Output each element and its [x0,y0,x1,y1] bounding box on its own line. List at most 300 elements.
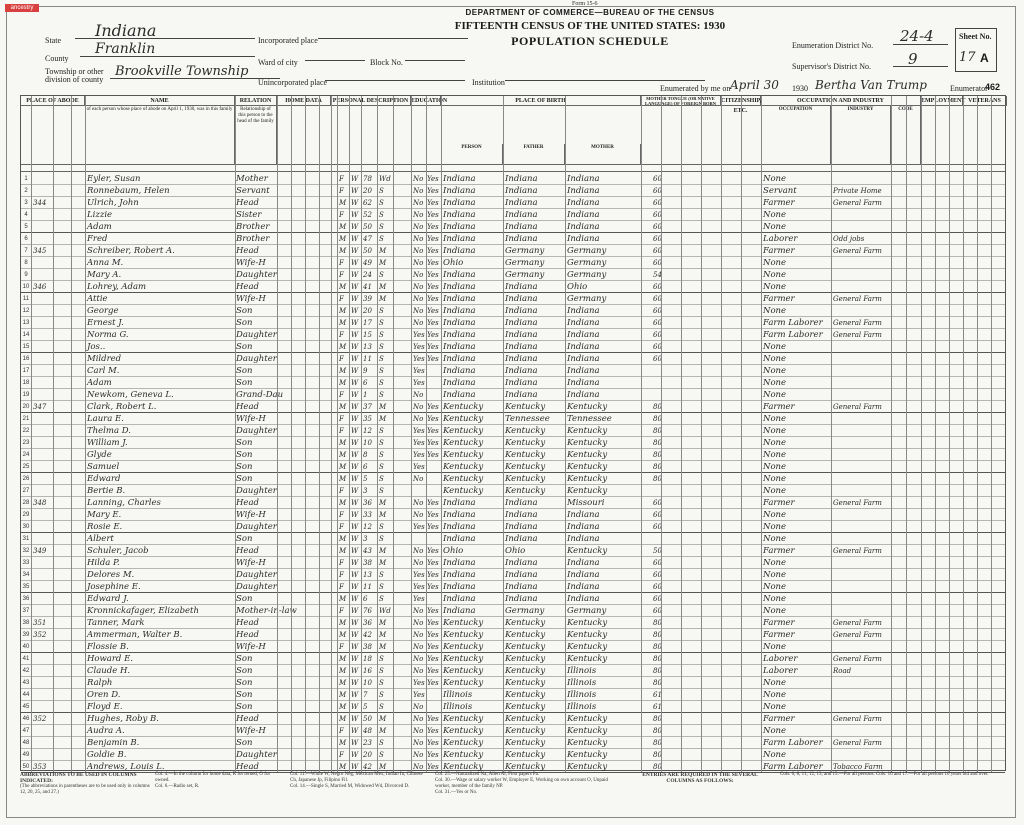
cell-rel: Head [236,630,259,640]
cell-name: Ulrich, John [87,198,139,208]
cell-pob: Kentucky [443,714,484,724]
cell-ab: Yes [413,379,425,387]
cell-rd: Yes [427,583,439,591]
cell-ind [833,425,891,437]
cell-rel: Head [236,246,259,256]
cell-ab: Yes [413,427,425,435]
cell-pob: Kentucky [443,654,484,664]
cell-ms: M [379,499,387,507]
cell-occ: None [763,174,787,184]
cell-ind: Road [833,667,852,675]
cell-name: Laura E. [87,414,124,424]
cell-age: 17 [363,319,372,327]
cell-age: 52 [363,211,372,219]
table-row [21,425,1005,437]
cell-lang: 80 [653,739,662,747]
cell-pob: Kentucky [443,726,484,736]
cell-ms: M [379,727,387,735]
cell-lang: 60 [653,571,662,579]
cell-pob: Indiana [443,330,476,340]
grid-line [891,96,892,772]
cell-name: Ronnebaum, Helen [87,186,170,196]
cell-occ: None [763,510,787,520]
cell-ind [833,389,891,401]
cell-race: W [351,451,359,459]
cell-name: Bertie B. [87,486,126,496]
cell-rel: Son [236,306,253,316]
cell-rel: Son [236,450,253,460]
cell-dw [33,557,53,569]
cell-fpob: Kentucky [505,642,546,652]
county-label: County [45,54,69,63]
cell-sex: M [339,247,347,255]
cell-fam [53,293,71,305]
cell-ms: S [379,679,384,687]
cell-ms: S [379,331,384,339]
cell-ms: S [379,667,384,675]
cell-occ: Farm Laborer [763,318,823,328]
cell-ab: No [413,727,424,735]
cell-rel: Son [236,654,253,664]
cell-occ: Servant [763,186,797,196]
col11-note: Col. 11.—White W, Negro Neg, Mexican Mex, Indian In, Chinese Ch, Japanese Jp, Filipino Fil. [290,772,423,783]
cell-ind [833,593,891,605]
cell-dw [33,473,53,485]
cell-name: Albert [87,534,114,544]
cell-sex: M [339,667,347,675]
table-row [21,329,1005,341]
cell-race: W [351,679,359,687]
cell-fpob: Indiana [505,558,538,568]
colhead-birth-father: FATHER [503,144,565,164]
cell-fam [53,509,71,521]
cell-name: William J. [87,438,128,448]
cell-ind [833,473,891,485]
cell-fam [53,233,71,245]
cell-age: 5 [363,703,368,711]
cell-lang: 60 [653,307,662,315]
cell-fam [53,377,71,389]
cell-ind [833,521,891,533]
cell-dw [33,725,53,737]
cell-n: 22 [22,428,30,434]
cell-pob: Kentucky [443,642,484,652]
grid-line [291,96,292,772]
cell-sex: F [339,511,344,519]
cell-n: 46 [22,716,30,722]
table-row [21,713,1005,725]
cell-mpob: Kentucky [567,462,608,472]
cell-pob: Illinois [443,702,473,712]
table-row [21,557,1005,569]
table-row [21,581,1005,593]
cell-fpob: Kentucky [505,762,546,772]
cell-fam [53,521,71,533]
cell-dw [33,701,53,713]
cell-dw [33,365,53,377]
cell-name: Mildred [87,354,122,364]
cell-fpob: Indiana [505,534,538,544]
col31-note: Col. 31.—Yes or No. [435,790,478,795]
cell-occ: Farmer [763,246,795,256]
footer-abbreviations [20,772,150,817]
cell-ab: No [413,643,424,651]
cell-ind: General Farm [833,295,882,303]
cell-ab: Yes [413,679,425,687]
cell-race: W [351,499,359,507]
col6-note: Col. 6.—Radio set, R. [155,784,200,789]
cell-ind [833,341,891,353]
cell-ms: M [379,247,387,255]
cell-occ: None [763,702,787,712]
table-row [21,545,1005,557]
cell-occ: Farmer [763,294,795,304]
cell-fpob: Indiana [505,318,538,328]
cell-ind [833,509,891,521]
cell-fam [53,353,71,365]
cell-name: Claude H. [87,666,131,676]
cell-name: Adam [87,222,112,232]
cell-rd: Yes [427,559,439,567]
cell-occ: None [763,426,787,436]
table-row [21,653,1005,665]
cell-rd: Yes [427,523,439,531]
cell-pob: Kentucky [443,666,484,676]
cell-ind [833,557,891,569]
cell-occ: None [763,690,787,700]
cell-rel: Wife-H [236,414,266,424]
cell-ab: No [413,499,424,507]
cell-ind [833,569,891,581]
block-line [405,46,465,61]
table-row [21,377,1005,389]
table-row [21,665,1005,677]
cell-n: 8 [24,260,28,266]
table-row [21,689,1005,701]
cell-sex: M [339,343,347,351]
cell-dw [33,665,53,677]
cell-rd: Yes [427,607,439,615]
cell-n: 16 [22,356,30,362]
cell-n: 24 [22,452,30,458]
cell-dw [33,737,53,749]
cell-race: W [351,559,359,567]
cell-mpob: Kentucky [567,630,608,640]
cell-age: 33 [363,511,372,519]
cell-sex: M [339,403,347,411]
cell-mpob: Ohio [567,282,588,292]
cell-ind: General Farm [833,619,882,627]
cell-sex: M [339,631,347,639]
state-label: State [45,36,61,45]
county-value: Franklin [95,41,156,57]
cell-fam [53,341,71,353]
cell-n: 30 [22,524,30,530]
cell-dw [33,449,53,461]
table-row [21,317,1005,329]
grid-line [319,96,320,772]
cell-name: Benjamin B. [87,738,140,748]
cell-rel: Brother [236,234,270,244]
cell-lang: 60 [653,259,662,267]
table-row [21,461,1005,473]
cell-ms: S [379,319,384,327]
cell-dw [33,605,53,617]
cell-pob: Indiana [443,342,476,352]
cell-occ: None [763,726,787,736]
cell-n: 14 [22,332,30,338]
cell-fpob: Indiana [505,570,538,580]
grid-line [331,96,332,772]
cell-ab: Yes [413,331,425,339]
cell-race: W [351,607,359,615]
table-row [21,449,1005,461]
cell-race: W [351,199,359,207]
cell-ab: Yes [413,691,425,699]
grid-line [337,96,338,772]
cell-ind [833,533,891,545]
cell-race: W [351,319,359,327]
cell-dw [33,461,53,473]
cell-age: 48 [363,727,372,735]
cell-fam [53,689,71,701]
cell-sex: F [339,391,344,399]
cell-race: W [351,763,359,771]
cell-ms: S [379,655,384,663]
cell-dw: 345 [33,247,47,255]
cell-rel: Daughter [236,330,277,340]
cell-occ: Farm Laborer [763,738,823,748]
group-occupation: OCCUPATION AND INDUSTRY [761,96,921,106]
cell-mpob: Illinois [567,666,597,676]
cell-ms: M [379,559,387,567]
cell-occ: Laborer [763,666,798,676]
cell-rel: Daughter [236,570,277,580]
cell-lang: 80 [653,475,662,483]
cell-sex: M [339,679,347,687]
cell-ab: No [413,247,424,255]
cell-mpob: Indiana [567,366,600,376]
cell-ind: General Farm [833,499,882,507]
grid-line [949,96,950,772]
supervisor-value: 9 [908,50,918,68]
cell-name: George [87,306,119,316]
cell-mpob: Missouri [567,498,605,508]
cell-fam [53,197,71,209]
cell-mpob: Indiana [567,354,600,364]
cell-race: W [351,235,359,243]
grid-line [53,96,54,772]
cell-mpob: Indiana [567,378,600,388]
cell-pob: Kentucky [443,630,484,640]
table-row [21,413,1005,425]
cell-fpob: Kentucky [505,450,546,460]
cell-ab: No [413,739,424,747]
cell-sex: M [339,655,347,663]
cell-lang [653,365,673,377]
cell-mpob: Indiana [567,558,600,568]
cell-ms: S [379,751,384,759]
cell-sex: M [339,715,347,723]
cell-ms: S [379,475,384,483]
cell-name: Oren D. [87,690,121,700]
table-row [21,281,1005,293]
cell-name: Goldie B. [87,750,127,760]
cell-fpob: Indiana [505,522,538,532]
cell-lang: 60 [653,187,662,195]
cell-dw [33,437,53,449]
cell-lang: 60 [653,355,662,363]
cell-ind [833,437,891,449]
cell-sex: F [339,643,344,651]
cell-ind [833,377,891,389]
table-row [21,593,1005,605]
cell-name: Hilda P. [87,558,120,568]
cell-occ: None [763,342,787,352]
cell-dw [33,233,53,245]
cell-fam [53,701,71,713]
cell-mpob: Indiana [567,582,600,592]
cell-pob: Indiana [443,366,476,376]
cell-pob: Indiana [443,186,476,196]
cell-fpob: Kentucky [505,714,546,724]
sheet-number: 17 [959,50,976,65]
cell-n: 47 [22,728,30,734]
grid-line [85,96,86,772]
cell-ms: Wd [379,607,391,615]
cell-rel: Head [236,498,259,508]
colhead-birth-person: PERSON [441,144,503,164]
schedule-title: POPULATION SCHEDULE [511,34,669,48]
cell-fpob: Indiana [505,498,538,508]
table-row [21,569,1005,581]
grid-line [641,96,642,772]
state-value: Indiana [95,21,157,40]
cell-name: Ralph [87,678,113,688]
cell-name: Flossie B. [87,642,129,652]
cell-rd: Yes [427,547,439,555]
cell-age: 36 [363,499,372,507]
cell-rel: Wife-H [236,558,266,568]
cell-name: Glyde [87,450,112,460]
cell-n: 1 [24,176,28,182]
cell-ind: General Farm [833,199,882,207]
cell-pob: Kentucky [443,462,484,472]
cell-age: 50 [363,247,372,255]
grid-line [361,96,362,772]
cell-age: 37 [363,403,372,411]
cell-rd: Yes [427,259,439,267]
cell-fam [53,473,71,485]
cell-occ: None [763,438,787,448]
cell-fam [53,269,71,281]
cell-lang: 60 [653,607,662,615]
cell-mpob: Indiana [567,318,600,328]
cell-occ: None [763,474,787,484]
cell-lang [653,389,673,401]
table-row [21,737,1005,749]
cell-name: Lizzie [87,210,113,220]
cell-fpob: Germany [505,270,545,280]
cell-ab: No [413,715,424,723]
cell-dw [33,293,53,305]
enumerated-year: 1930 [792,84,808,93]
cell-name: Attie [87,294,108,304]
cell-n: 27 [22,488,30,494]
cell-age: 11 [363,583,372,591]
cell-ab: Yes [413,355,425,363]
cell-ind [833,281,891,293]
cell-name: Norma G. [87,330,129,340]
cell-pob: Indiana [443,570,476,580]
cell-fam [53,305,71,317]
cell-ms: S [379,223,384,231]
cell-name: Adam [87,378,112,388]
cell-pob: Kentucky [443,678,484,688]
cell-fam [53,725,71,737]
cell-dw [33,521,53,533]
cell-mpob: Indiana [567,210,600,220]
cell-lang: 60 [653,199,662,207]
cell-dw [33,329,53,341]
cell-sex: M [339,463,347,471]
group-home-data: HOME DATA [277,96,331,106]
grid-line [991,96,992,772]
cell-fpob: Indiana [505,342,538,352]
cell-occ: None [763,534,787,544]
cell-ab: No [413,547,424,555]
census-table [20,95,1006,771]
table-row [21,245,1005,257]
cell-ms: M [379,547,387,555]
cell-name: Audra A. [87,726,125,736]
cell-ind [833,701,891,713]
cell-name: Edward [87,474,121,484]
cell-lang: 80 [653,667,662,675]
cell-ms: S [379,535,384,543]
cell-ind [833,305,891,317]
column-number-row [21,164,1005,172]
cell-race: W [351,295,359,303]
cell-pob: Kentucky [443,750,484,760]
cell-race: W [351,283,359,291]
cell-fpob: Indiana [505,294,538,304]
cell-rd: Yes [427,667,439,675]
cell-name: Eyler, Susan [87,174,141,184]
cell-rd: Yes [427,499,439,507]
sheet-label: Sheet No. [959,32,992,41]
cell-fpob: Indiana [505,390,538,400]
cell-age: 47 [363,235,372,243]
cell-fam [53,281,71,293]
grid-line [349,96,350,772]
cell-race: W [351,247,359,255]
cell-age: 11 [363,355,372,363]
cell-race: W [351,619,359,627]
cell-sex: M [339,619,347,627]
table-row [21,485,1005,497]
cell-race: W [351,187,359,195]
cell-ab: Yes [413,523,425,531]
cell-dw [33,689,53,701]
cell-lang: 80 [653,727,662,735]
table-row [21,509,1005,521]
cell-occ: Farmer [763,714,795,724]
cell-occ: None [763,594,787,604]
cell-dw [33,677,53,689]
cell-fam [53,557,71,569]
colhead-occupation: OCCUPATION [761,106,831,164]
